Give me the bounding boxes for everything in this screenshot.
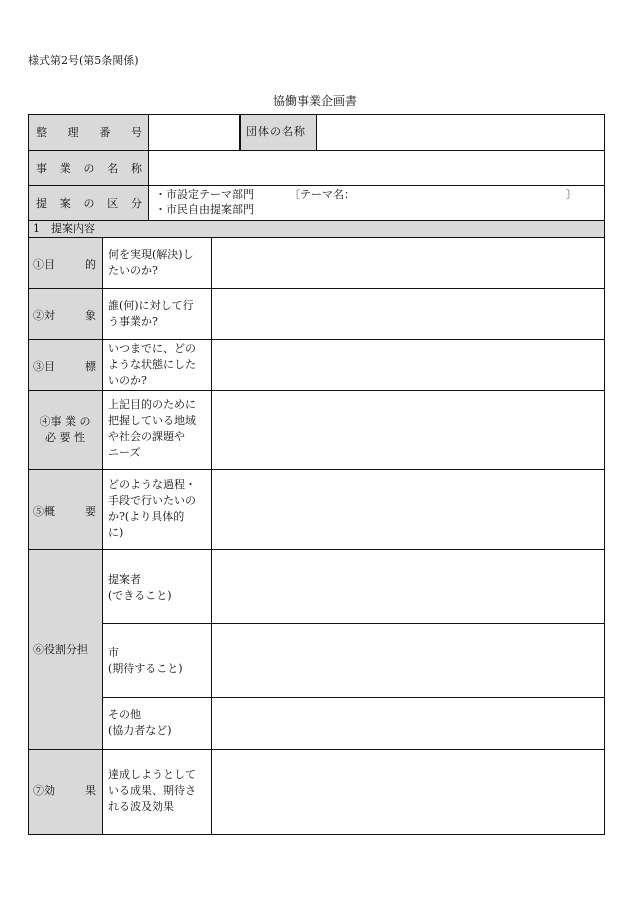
- jigyo-name-input[interactable]: [149, 151, 603, 184]
- row-label-goal: ③目 標: [33, 360, 96, 373]
- theme-name-label: 〔テーマ名：: [289, 188, 355, 201]
- role-proposer: 提案者 (できること): [108, 573, 172, 602]
- row-label-target: ②対 象: [33, 309, 96, 322]
- kubun-option-free: ・市民自由提案部門: [155, 203, 254, 216]
- proposer-role-answer[interactable]: [212, 550, 603, 623]
- dantai-name-input[interactable]: [317, 115, 603, 149]
- form-number-label: 様式第2号(第5条関係): [28, 54, 139, 67]
- teian-kubun-label: 提 案 の 区 分: [36, 197, 142, 210]
- question-target: 誰(何)に対して行 う事業か?: [108, 299, 194, 328]
- row-label-role: ⑥役割分担: [33, 643, 88, 656]
- city-role-answer[interactable]: [212, 624, 603, 697]
- seiri-bango-input[interactable]: [149, 115, 238, 149]
- question-goal: いつまでに、どの ような状態にした いのか?: [108, 342, 196, 387]
- other-role-answer[interactable]: [212, 698, 603, 749]
- target-answer[interactable]: [212, 289, 603, 339]
- document-title: 協働事業企画書: [272, 94, 357, 108]
- purpose-answer[interactable]: [212, 238, 603, 288]
- jigyo-name-label: 事 業 の 名 称: [36, 162, 142, 175]
- theme-name-bracket: 〕: [566, 188, 577, 201]
- question-overview: どのような過程・ 手段で行いたいの か?(より具体的 に): [108, 478, 196, 539]
- row-label-purpose: ①目 的: [33, 258, 96, 271]
- row-label-overview: ⑤概 要: [33, 505, 96, 518]
- seiri-bango-label: 整 理 番 号: [36, 126, 142, 139]
- role-others: その他 (協力者など): [108, 708, 172, 737]
- kubun-option-theme: ・市設定テーマ部門: [155, 188, 254, 201]
- row-label-effect: ⑦効 果: [33, 784, 96, 797]
- question-effect: 達成しようとして いる成果、期待さ れる波及効果: [108, 768, 196, 813]
- goal-answer[interactable]: [212, 340, 603, 390]
- dantai-name-label: 団体の名称: [246, 125, 306, 138]
- question-necessity: 上記目的のために 把握している地域 や社会の課題や ニーズ: [108, 398, 196, 459]
- necessity-answer[interactable]: [212, 391, 603, 469]
- overview-answer[interactable]: [212, 470, 603, 549]
- role-city: 市 (期待すること): [108, 646, 183, 675]
- question-purpose: 何を実現(解決)し たいのか?: [108, 248, 194, 277]
- effect-answer[interactable]: [212, 750, 603, 834]
- row-label-necessity: ④事 業 の 必 要 性: [39, 415, 91, 444]
- section-title: 1 提案内容: [33, 222, 95, 235]
